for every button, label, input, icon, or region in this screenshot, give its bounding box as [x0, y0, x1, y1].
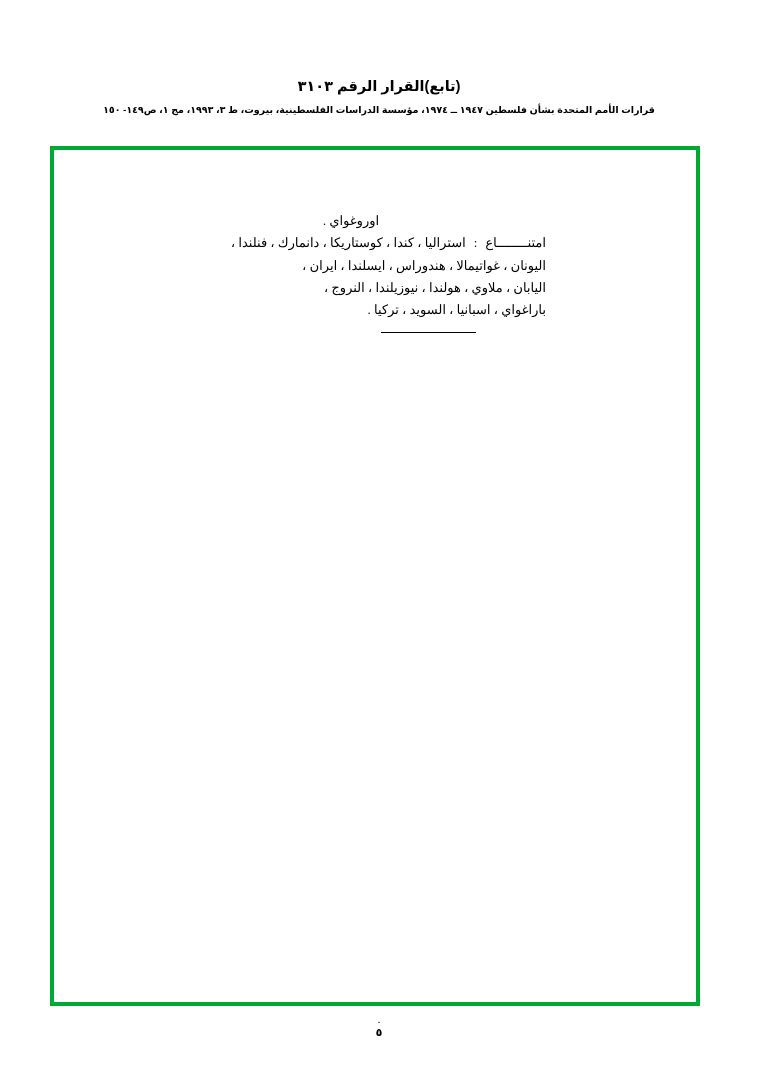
abstain-row — [166, 232, 546, 254]
abstain-label: امتنــــــــاع — [485, 235, 546, 251]
text-line-uruguay: اوروغواي . — [322, 213, 380, 228]
abstain-countries-line-4: باراغواي ، اسبانيا ، السويد ، تركيا . — [367, 302, 546, 318]
green-content-frame — [50, 146, 700, 1006]
footer-dot: . — [377, 1014, 381, 1026]
page-number: ٥ — [375, 1027, 383, 1039]
horizontal-rule-divider — [381, 332, 476, 333]
page-title: (تابع)القرار الرقم ٣١٠٣ — [297, 79, 461, 95]
abstain-countries-line-1: استراليا ، كندا ، كوستاريكا ، دانمارك ، فنلندا ، — [230, 235, 466, 251]
source-citation: قرارات الأمم المتحدة بشأن فلسطين ١٩٤٧ ــ ١٩٧٤، مؤسسة الدراسات الفلسطينية، بيروت، ط ٣، ١٩٩٣، مج ١، ص١٤٩- ١٥٠ — [103, 104, 655, 116]
voting-record-text — [166, 210, 546, 333]
abstain-colon: : — [473, 235, 478, 251]
page-header — [0, 78, 758, 117]
abstain-countries-line-3: اليابان ، ملاوي ، هولندا ، نيوزيلندا ، النروج ، — [323, 280, 546, 296]
abstain-countries-line-2: اليونان ، غواتيمالا ، هندوراس ، ايسلندا ، ايران ، — [302, 257, 546, 273]
